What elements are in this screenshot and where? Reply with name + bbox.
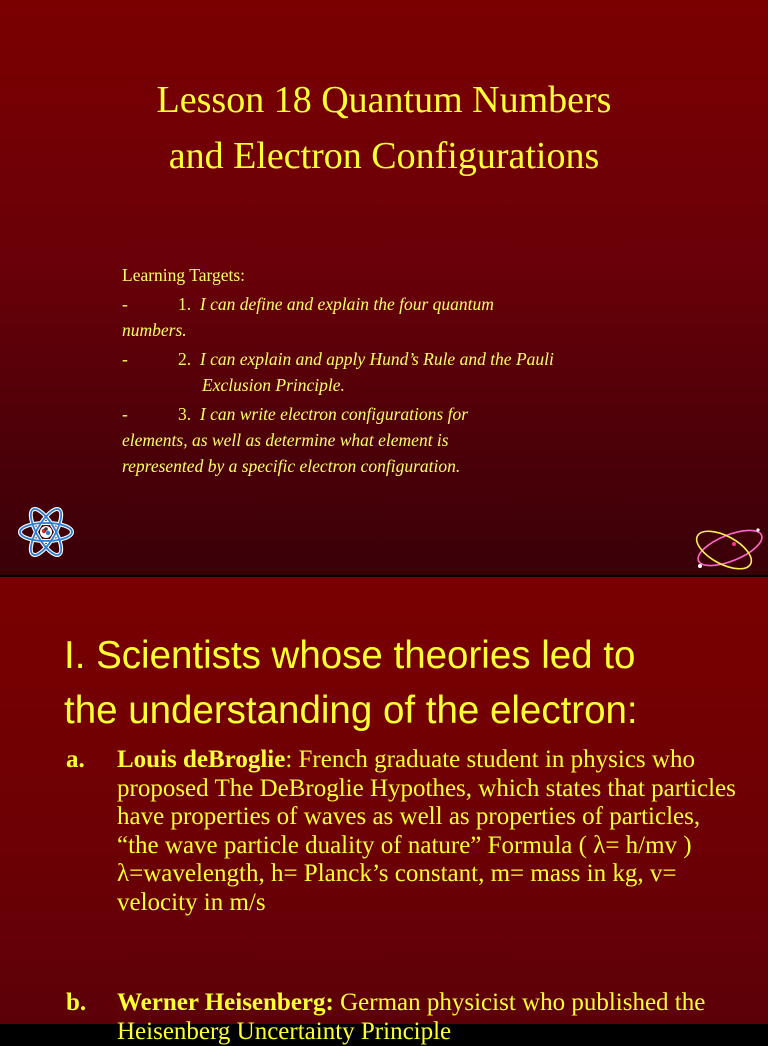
- page-title: [0, 72, 768, 184]
- list-item-body: [117, 746, 746, 917]
- target-number: 1.: [178, 294, 192, 314]
- section-title-line-2: the understanding of the electron:: [64, 689, 638, 732]
- target-text-cont: represented by a specific electron configuration.: [122, 456, 461, 476]
- target-text-cont: elements, as well as determine what element is: [122, 430, 449, 450]
- section-title-line-1: I. Scientists whose theories led to: [64, 634, 636, 677]
- scientist-description: : French graduate student in physics who proposed The DeBroglie Hypothes, which states that particles have properties of waves as well as properties of particles, “the wave particle duality of nature” Formula ( λ= h/mv ) λ=wavelength, h= Planck’s constant, m= mass in kg, v= velocity in m/s: [117, 746, 736, 916]
- target-number: 3.: [178, 404, 192, 424]
- scientist-name: Louis deBroglie: [117, 746, 286, 773]
- atom-icon: [16, 503, 76, 561]
- target-dash: -: [122, 294, 128, 314]
- title-line-2: and Electron Configurations: [168, 135, 600, 177]
- learning-targets-heading: Learning Targets:: [122, 265, 246, 285]
- target-text: I can write electron configurations for: [199, 404, 469, 424]
- scientist-name: Werner Heisenberg:: [117, 989, 334, 1016]
- target-text: I can explain and apply Hund’s Rule and the Pauli: [199, 349, 554, 369]
- orbit-icon: [684, 520, 768, 575]
- list-item-letter: a.: [66, 746, 85, 773]
- target-dash: -: [122, 404, 128, 424]
- section-title: [64, 628, 764, 738]
- learning-targets: [122, 262, 682, 482]
- list-item-body: [117, 989, 746, 1046]
- learning-target-2: [122, 346, 682, 398]
- title-line-1: Lesson 18 Quantum Numbers: [156, 79, 612, 121]
- target-text-cont: Exclusion Principle.: [202, 375, 345, 395]
- scientist-description: German physicist who published the Heisenberg Uncertainty Principle: [117, 989, 706, 1045]
- target-dash: -: [122, 349, 128, 369]
- target-number: 2.: [178, 349, 192, 369]
- learning-target-1: [122, 291, 682, 343]
- learning-target-3: [122, 401, 682, 479]
- list-item-heisenberg: [66, 989, 746, 1046]
- target-text-cont: numbers.: [122, 320, 187, 340]
- list-item-debroglie: [66, 746, 746, 917]
- list-item-letter: b.: [66, 989, 87, 1016]
- target-text: I can define and explain the four quantum: [199, 294, 494, 314]
